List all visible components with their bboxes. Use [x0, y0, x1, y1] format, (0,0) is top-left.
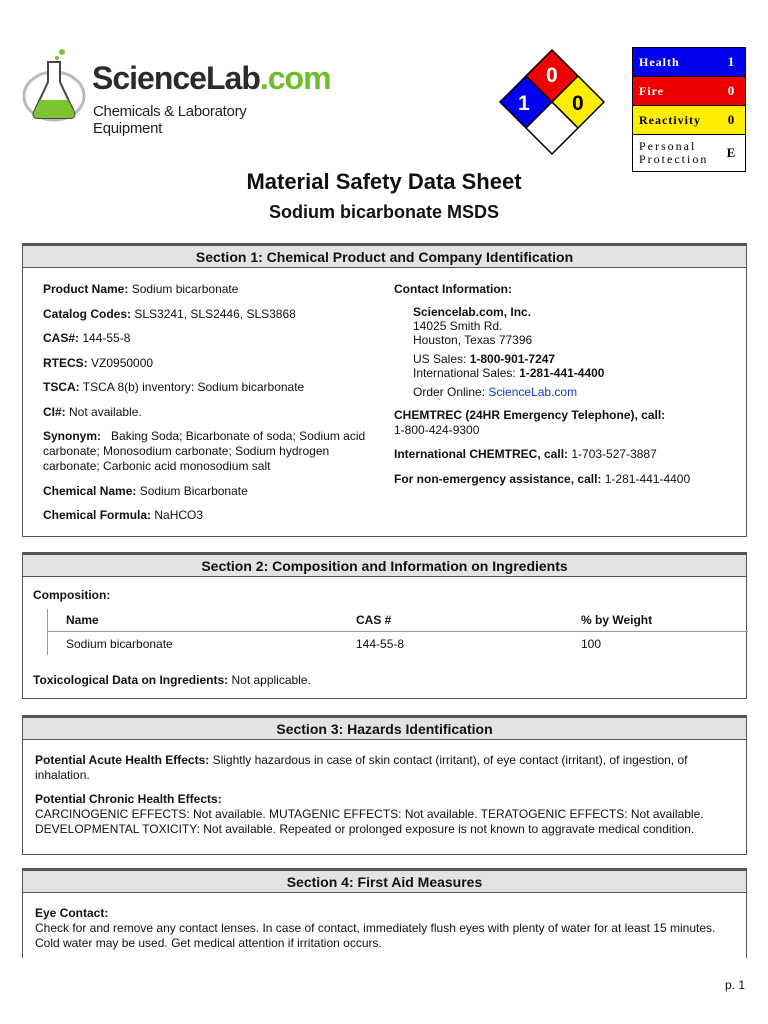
table-row: Sodium bicarbonate 144-55-8 100 — [66, 636, 602, 651]
document-title: Material Safety Data Sheet — [246, 169, 522, 194]
sciencelab-logo — [22, 48, 331, 137]
acute-effects: Potential Acute Health Effects: Slightly hazardous in case of skin contact (irritant), of eye contact (irritant), of ingestion, of inhalation. — [35, 753, 688, 782]
nfpa-health-value: 1 — [518, 92, 530, 115]
section-2 — [22, 552, 747, 699]
product-info: Product Name: Sodium bicarbonate Catalog Codes: SLS3241, SLS2446, SLS3868 CAS#: 144-55-8 RTECS: VZ0950000 TSCA: TSCA 8(b) inventory: Sodium bicarbonate CI#: Not available. Synonym: Baking Soda; Bicarbonate of soda; Sodium acid carbonate; Monosodium carbonate; Sodium hydrogen carbonate; Carbonic acid monosodium salt Chemical Name: Sodium Bicarbonate Chemical Formula: NaHCO3 — [43, 282, 369, 522]
composition-label: Composition: — [33, 588, 111, 602]
nfpa-reactivity-value: 0 — [572, 92, 584, 115]
composition-table — [47, 609, 748, 655]
nfpa-fire-value: 0 — [546, 64, 558, 87]
section-4 — [22, 868, 747, 958]
tox-data: Toxicological Data on Ingredients: Not applicable. — [33, 673, 311, 687]
section-3-heading: Section 3: Hazards Identification — [23, 716, 746, 740]
eye-contact: Eye Contact: Check for and remove any contact lenses. In case of contact, immediately flush eyes with plenty of water for at least 15 minutes. Cold water may be used. Get medical attention if irritation occurs. — [35, 906, 716, 950]
order-online-link[interactable]: ScienceLab.com — [488, 384, 578, 399]
document-subtitle: Sodium bicarbonate MSDS — [268, 202, 500, 222]
rating-health: Health 1 — [633, 48, 745, 77]
rating-fire: Fire 0 — [633, 77, 745, 106]
table-header: Name CAS # % by Weight — [48, 609, 748, 632]
page-number: p. 1 — [724, 978, 745, 992]
section-2-heading: Section 2: Composition and Information on Ingredients — [23, 553, 746, 577]
logo-tagline: Chemicals & Laboratory Equipment — [93, 103, 247, 137]
chronic-effects: Potential Chronic Health Effects: CARCINOGENIC EFFECTS: Not available. MUTAGENIC EFFECTS: Not available. TERATOGENIC EFFECTS: Not available. DEVELOPMENTAL TOXICITY: Not available. Repeated or prolonged exposure is not known to aggravate medical condition. — [35, 792, 704, 836]
hazard-rating-table — [632, 47, 746, 172]
section-4-heading: Section 4: First Aid Measures — [23, 869, 746, 893]
section-3 — [22, 715, 747, 855]
nfpa-diamond — [498, 48, 606, 164]
logo-brand: ScienceLab.com — [92, 60, 331, 96]
flask-icon — [22, 48, 92, 128]
contact-info: Contact Information: Sciencelab.com, Inc. 14025 Smith Rd. Houston, Texas 77396 US Sales: 1-800-901-7247 International Sales: 1-281-441-4400 Order Online: ScienceLab.com CHEMTREC (24HR Emergency Telephone), call: 1-800-424-9300 International CHEMTREC, call: 1-703-527-3887 For non-emergency assistance, call: 1-281-441-4400 — [394, 282, 691, 486]
rating-reactivity: Reactivity 0 — [633, 106, 745, 135]
rating-personal-protection: Personal Protection E — [633, 135, 745, 171]
section-1 — [22, 243, 747, 537]
section-1-heading: Section 1: Chemical Product and Company Identification — [23, 244, 746, 268]
